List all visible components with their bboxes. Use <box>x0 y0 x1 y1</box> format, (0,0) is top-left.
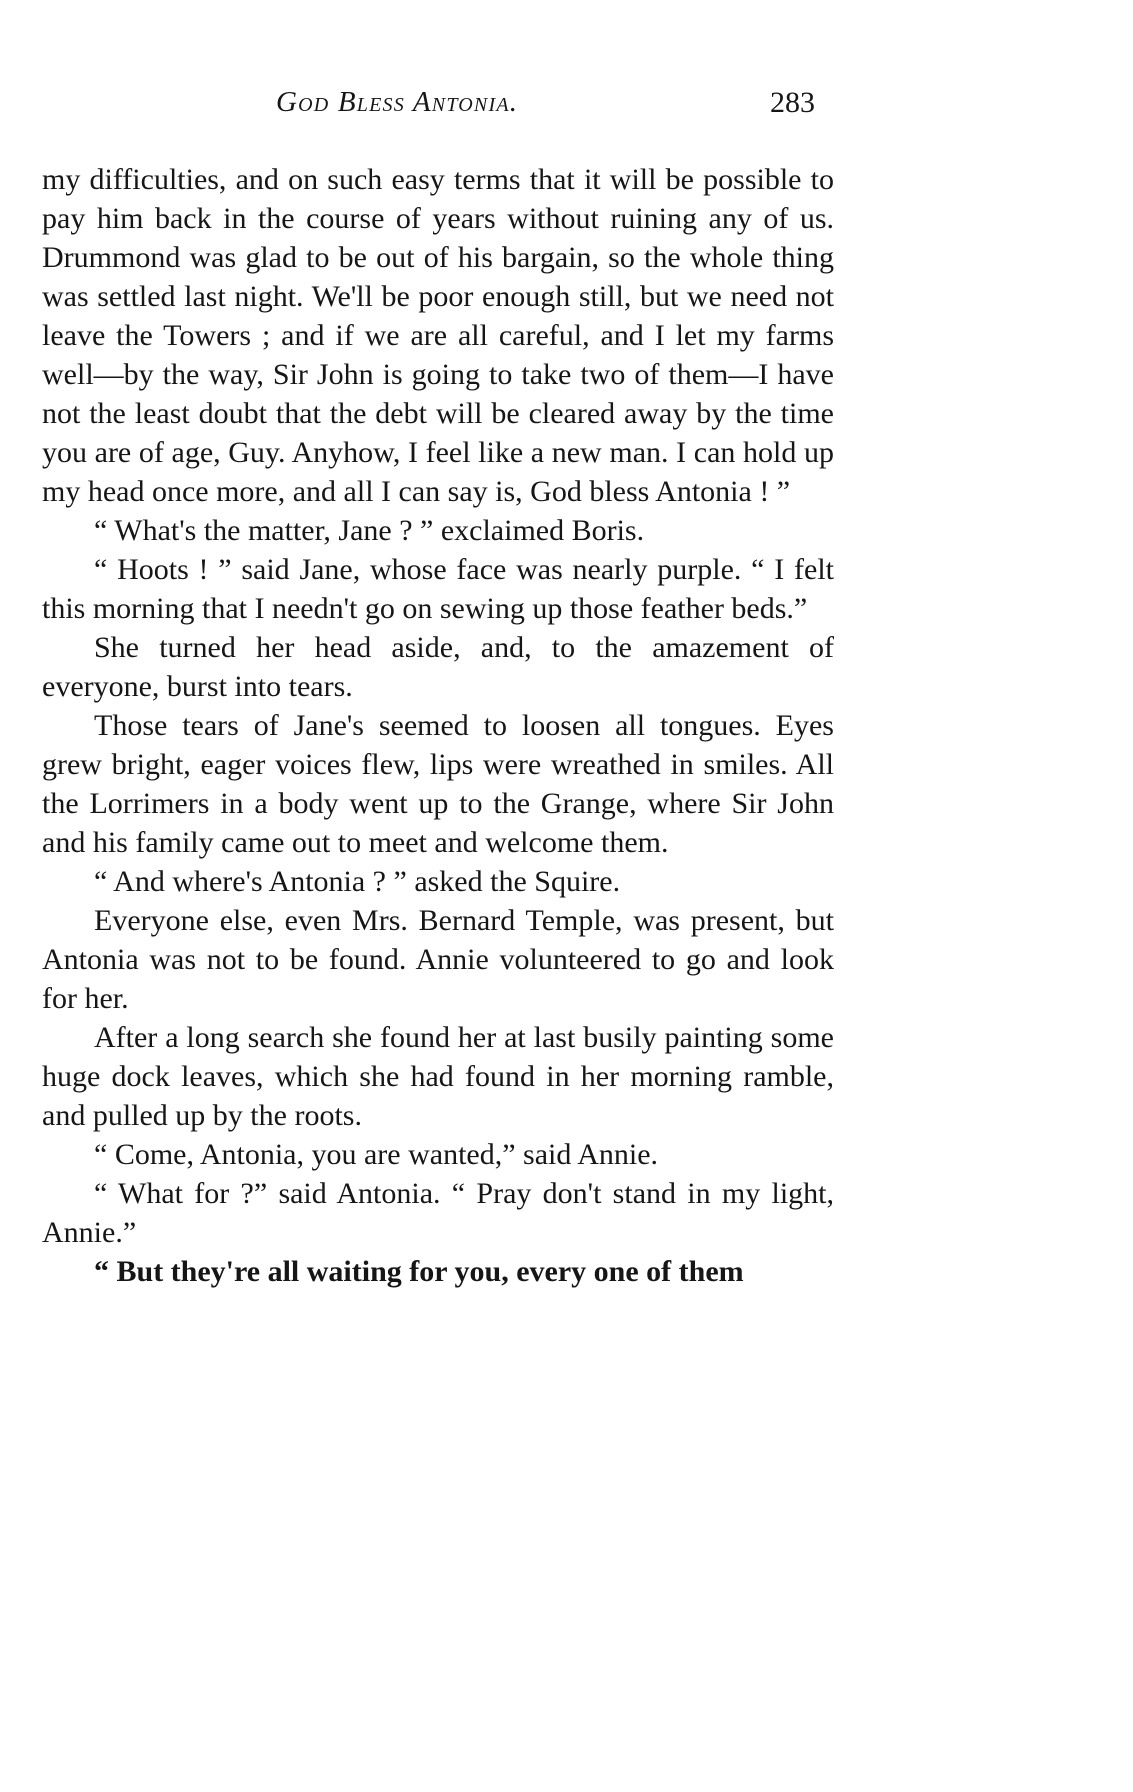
paragraph: “ Hoots ! ” said Jane, whose face was nearly purple. “ I felt this morning that I needn't go on sewing up those feather beds.” <box>42 553 834 625</box>
paragraph: After a long search she found her at last busily painting some huge dock leaves, which she had found in her morning ramble, and pulled up by the roots. <box>42 1021 834 1132</box>
running-title: God Bless Antonia. <box>276 86 519 118</box>
paragraph: Those tears of Jane's seemed to loosen all tongues. Eyes grew bright, eager voices flew, lips were wreathed in smiles. All the Lorrimers in a body went up to the Grange, where Sir John and his family came out to meet and welcome them. <box>42 709 834 859</box>
paragraph: “ What for ?” said Antonia. “ Pray don't stand in my light, Annie.” <box>42 1177 834 1249</box>
paragraph: “ What's the matter, Jane ? ” exclaimed Boris. <box>94 514 645 547</box>
paragraph: She turned her head aside, and, to the amazement of everyone, burst into tears. <box>42 631 834 703</box>
paragraph: “ Come, Antonia, you are wanted,” said Annie. <box>94 1138 659 1171</box>
page-number: 283 <box>770 86 815 119</box>
paragraph: Everyone else, even Mrs. Bernard Temple, was present, but Antonia was not to be found. Annie volunteered to go and look for her. <box>42 904 834 1015</box>
paragraph: my difficulties, and on such easy terms that it will be possible to pay him back in the course of years without ruining any of us. Drummond was glad to be out of his bargain, so the whole thing was settled last night. We'll be poor enough still, but we need not leave the Towers ; and if we are all careful, and I let my farms well—by the way, Sir John is going to take two of them—I have not the least doubt that the debt will be cleared away by the time you are of age, Guy. Anyhow, I feel like a new man. I can hold up my head once more, and all I can say is, God bless Antonia ! ” <box>42 163 834 508</box>
body-text <box>42 160 834 1291</box>
paragraph: “ But they're all waiting for you, every one of them <box>94 1255 744 1288</box>
paragraph: “ And where's Antonia ? ” asked the Squire. <box>94 865 621 898</box>
